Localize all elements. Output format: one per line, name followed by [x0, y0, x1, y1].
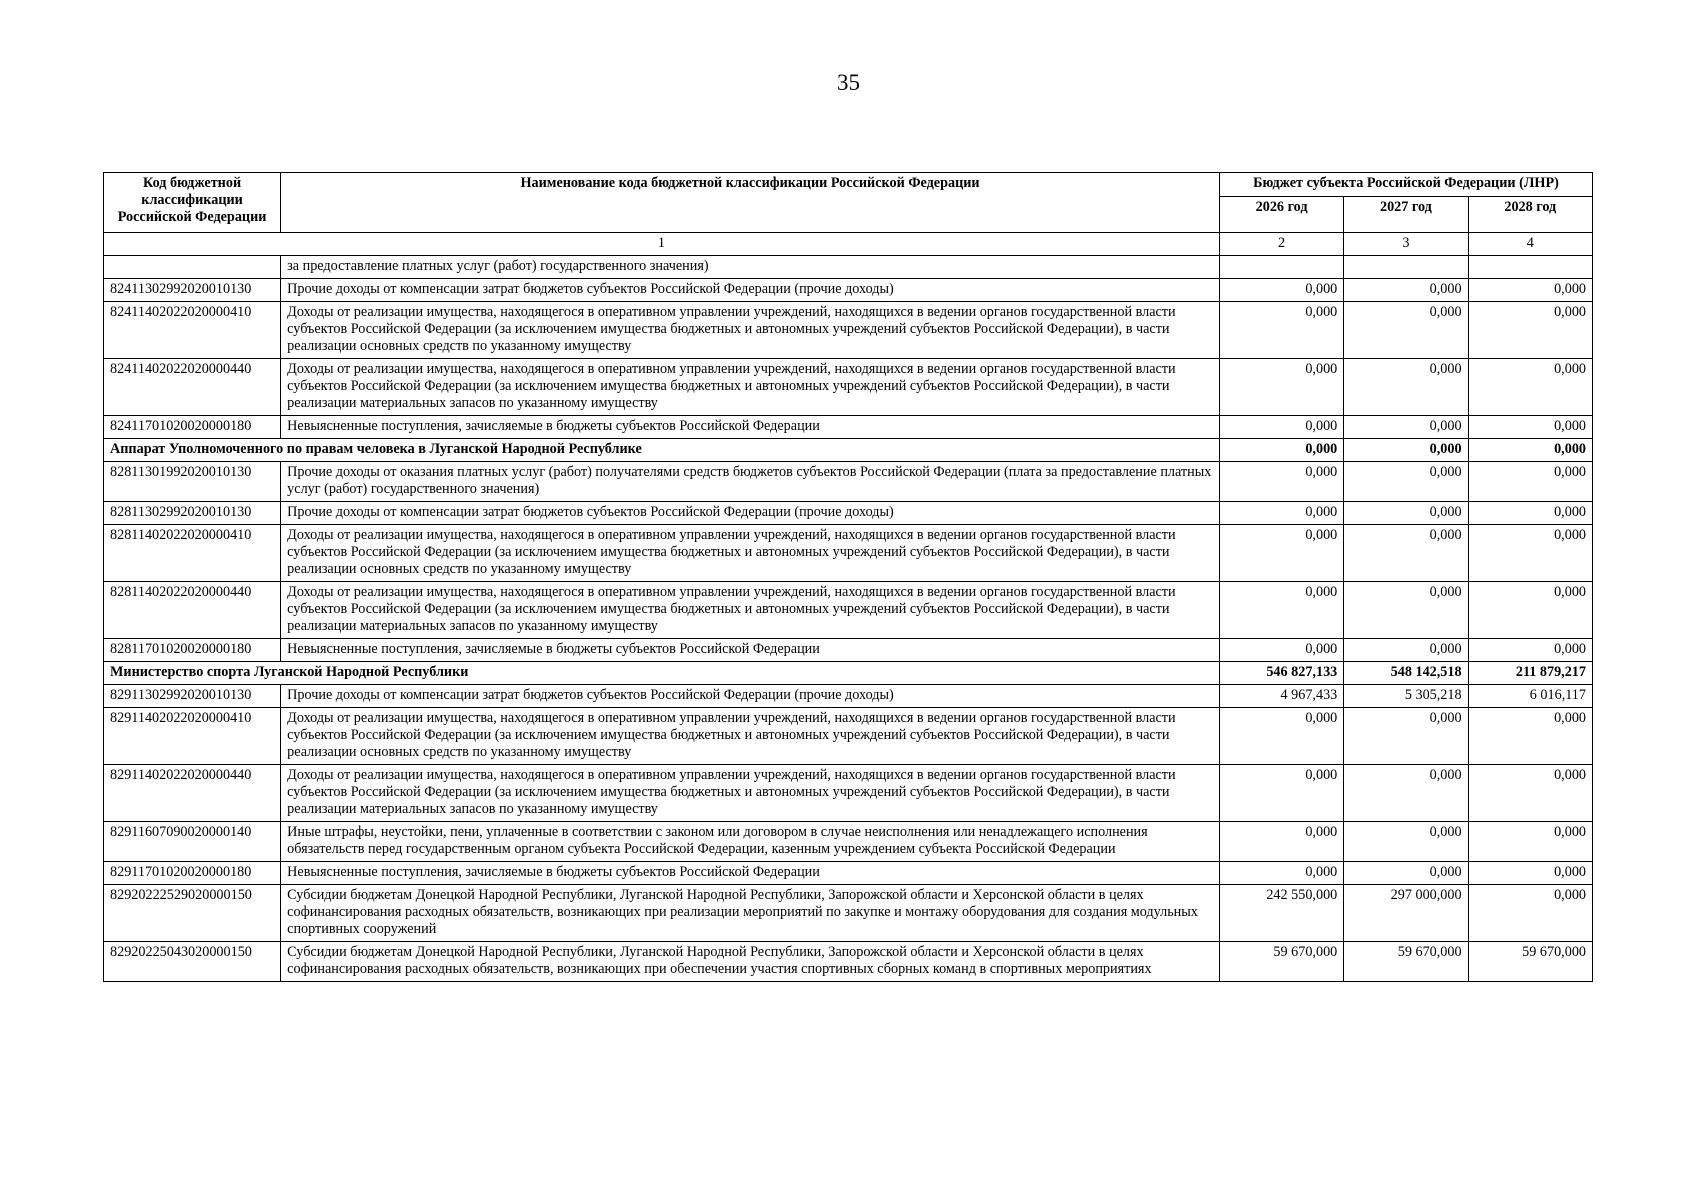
column-index-1: 1: [104, 233, 1220, 256]
budget-code-name: Прочие доходы от оказания платных услуг (работ) получателями средств бюджетов субъектов Российской Федерации (плата за предоставление платных услуг (работ) государственного значения): [281, 462, 1220, 502]
value-2027: 5 305,218: [1344, 685, 1468, 708]
value-2027: 0,000: [1344, 502, 1468, 525]
value-2027: 0,000: [1344, 525, 1468, 582]
group-row: [104, 662, 1593, 685]
value-2027: 0,000: [1344, 639, 1468, 662]
column-index-2: 2: [1219, 233, 1343, 256]
budget-code-name: Доходы от реализации имущества, находящегося в оперативном управлении учреждений, находящихся в ведении органов государственной власти субъектов Российской Федерации (за исключением имущества бюджетных и автономных учреждений субъектов Российской Федерации), в части реализации основных средств по указанному имуществу: [281, 302, 1220, 359]
table-row: [104, 685, 1593, 708]
value-2026: 0,000: [1219, 639, 1343, 662]
value-2026: [1219, 256, 1343, 279]
value-2027: 0,000: [1344, 359, 1468, 416]
value-2027: 0,000: [1344, 279, 1468, 302]
value-2028: 211 879,217: [1468, 662, 1592, 685]
table-row: [104, 582, 1593, 639]
value-2028: 0,000: [1468, 416, 1592, 439]
table-row: [104, 302, 1593, 359]
value-2028: [1468, 256, 1592, 279]
page-number: 35: [837, 70, 860, 95]
value-2026: 0,000: [1219, 525, 1343, 582]
table-row: [104, 822, 1593, 862]
budget-code-name: Доходы от реализации имущества, находящегося в оперативном управлении учреждений, находящихся в ведении органов государственной власти субъектов Российской Федерации (за исключением имущества бюджетных и автономных учреждений субъектов Российской Федерации), в части реализации материальных запасов по указанному имуществу: [281, 582, 1220, 639]
value-2026: 0,000: [1219, 822, 1343, 862]
budget-code: 82911402022020000440: [104, 765, 281, 822]
value-2026: 0,000: [1219, 462, 1343, 502]
budget-code: 82411402022020000440: [104, 359, 281, 416]
budget-code: 82811301992020010130: [104, 462, 281, 502]
header-code: Код бюджетной классификации Российской Федерации: [104, 173, 281, 233]
budget-code: 82911701020020000180: [104, 862, 281, 885]
value-2027: 0,000: [1344, 302, 1468, 359]
value-2026: 0,000: [1219, 708, 1343, 765]
value-2028: 0,000: [1468, 708, 1592, 765]
budget-code-name: Невыясненные поступления, зачисляемые в бюджеты субъектов Российской Федерации: [281, 862, 1220, 885]
budget-code-name: Доходы от реализации имущества, находящегося в оперативном управлении учреждений, находящихся в ведении органов государственной власти субъектов Российской Федерации (за исключением имущества бюджетных и автономных учреждений субъектов Российской Федерации), в части реализации основных средств по указанному имуществу: [281, 525, 1220, 582]
budget-code-name: за предоставление платных услуг (работ) государственного значения): [281, 256, 1220, 279]
value-2027: 0,000: [1344, 822, 1468, 862]
budget-code: 82811302992020010130: [104, 502, 281, 525]
budget-code-name: Доходы от реализации имущества, находящегося в оперативном управлении учреждений, находящихся в ведении органов государственной власти субъектов Российской Федерации (за исключением имущества бюджетных и автономных учреждений субъектов Российской Федерации), в части реализации основных средств по указанному имуществу: [281, 708, 1220, 765]
group-title: Министерство спорта Луганской Народной Республики: [104, 662, 1220, 685]
budget-code-name: Прочие доходы от компенсации затрат бюджетов субъектов Российской Федерации (прочие доходы): [281, 685, 1220, 708]
value-2027: 0,000: [1344, 416, 1468, 439]
value-2027: 0,000: [1344, 708, 1468, 765]
value-2028: 0,000: [1468, 279, 1592, 302]
header-name: Наименование кода бюджетной классификации Российской Федерации: [281, 173, 1220, 233]
table-row: [104, 256, 1593, 279]
table-row: [104, 885, 1593, 942]
value-2026: 546 827,133: [1219, 662, 1343, 685]
budget-code-name: Невыясненные поступления, зачисляемые в бюджеты субъектов Российской Федерации: [281, 639, 1220, 662]
table-body: [104, 256, 1593, 982]
value-2028: 59 670,000: [1468, 942, 1592, 982]
table-row: [104, 765, 1593, 822]
budget-code: 82911607090020000140: [104, 822, 281, 862]
table-row: [104, 279, 1593, 302]
value-2028: 0,000: [1468, 462, 1592, 502]
value-2026: 0,000: [1219, 302, 1343, 359]
table-row: [104, 862, 1593, 885]
budget-code: 82811402022020000440: [104, 582, 281, 639]
budget-code: 82811701020020000180: [104, 639, 281, 662]
budget-code-name: Невыясненные поступления, зачисляемые в бюджеты субъектов Российской Федерации: [281, 416, 1220, 439]
budget-code: 82920222529020000150: [104, 885, 281, 942]
budget-code: 82411402022020000410: [104, 302, 281, 359]
group-row: [104, 439, 1593, 462]
value-2028: 0,000: [1468, 639, 1592, 662]
header-year-2028: 2028 год: [1468, 197, 1592, 233]
value-2027: 297 000,000: [1344, 885, 1468, 942]
budget-code: 82920225043020000150: [104, 942, 281, 982]
budget-code: 82411701020020000180: [104, 416, 281, 439]
value-2026: 0,000: [1219, 862, 1343, 885]
value-2027: 59 670,000: [1344, 942, 1468, 982]
value-2028: 0,000: [1468, 582, 1592, 639]
value-2026: 0,000: [1219, 502, 1343, 525]
value-2027: 0,000: [1344, 462, 1468, 502]
budget-code-name: Иные штрафы, неустойки, пени, уплаченные в соответствии с законом или договором в случае неисполнения или ненадлежащего исполнения обязательств перед государственным органом субъекта Российской Федерации, казенным учреждением субъекта Российской Федерации: [281, 822, 1220, 862]
table-row: [104, 462, 1593, 502]
value-2028: 0,000: [1468, 525, 1592, 582]
value-2026: 0,000: [1219, 439, 1343, 462]
budget-code-name: Субсидии бюджетам Донецкой Народной Республики, Луганской Народной Республики, Запорожской области и Херсонской области в целях софинансирования расходных обязательств, возникающих при обеспечении участия спортивных сборных команд в спортивных мероприятиях: [281, 942, 1220, 982]
budget-code-name: Доходы от реализации имущества, находящегося в оперативном управлении учреждений, находящихся в ведении органов государственной власти субъектов Российской Федерации (за исключением имущества бюджетных и автономных учреждений субъектов Российской Федерации), в части реализации материальных запасов по указанному имуществу: [281, 359, 1220, 416]
value-2027: 0,000: [1344, 862, 1468, 885]
budget-code-name: Субсидии бюджетам Донецкой Народной Республики, Луганской Народной Республики, Запорожской области и Херсонской области в целях софинансирования расходных обязательств, возникающих при реализации мероприятий по закупке и монтажу оборудования для создания модульных спортивных сооружений: [281, 885, 1220, 942]
value-2028: 6 016,117: [1468, 685, 1592, 708]
table-row: [104, 359, 1593, 416]
value-2026: 0,000: [1219, 765, 1343, 822]
budget-code-name: Прочие доходы от компенсации затрат бюджетов субъектов Российской Федерации (прочие доходы): [281, 279, 1220, 302]
table-row: [104, 525, 1593, 582]
value-2026: 0,000: [1219, 582, 1343, 639]
table-header: [104, 173, 1593, 256]
value-2028: 0,000: [1468, 302, 1592, 359]
budget-code: 82411302992020010130: [104, 279, 281, 302]
value-2028: 0,000: [1468, 885, 1592, 942]
budget-code-name: Доходы от реализации имущества, находящегося в оперативном управлении учреждений, находящихся в ведении органов государственной власти субъектов Российской Федерации (за исключением имущества бюджетных и автономных учреждений субъектов Российской Федерации), в части реализации материальных запасов по указанному имуществу: [281, 765, 1220, 822]
table-row: [104, 708, 1593, 765]
value-2028: 0,000: [1468, 765, 1592, 822]
value-2028: 0,000: [1468, 822, 1592, 862]
value-2027: 0,000: [1344, 439, 1468, 462]
group-title: Аппарат Уполномоченного по правам человека в Луганской Народной Республике: [104, 439, 1220, 462]
budget-code-name: Прочие доходы от компенсации затрат бюджетов субъектов Российской Федерации (прочие доходы): [281, 502, 1220, 525]
value-2026: 0,000: [1219, 279, 1343, 302]
table-row: [104, 942, 1593, 982]
table-row: [104, 502, 1593, 525]
value-2026: 59 670,000: [1219, 942, 1343, 982]
column-index-3: 3: [1344, 233, 1468, 256]
value-2026: 0,000: [1219, 416, 1343, 439]
value-2027: 0,000: [1344, 582, 1468, 639]
budget-code: 82911302992020010130: [104, 685, 281, 708]
column-index-4: 4: [1468, 233, 1592, 256]
budget-code: [104, 256, 281, 279]
table-row: [104, 416, 1593, 439]
value-2026: 4 967,433: [1219, 685, 1343, 708]
header-budget: Бюджет субъекта Российской Федерации (ЛНР): [1219, 173, 1592, 197]
value-2026: 0,000: [1219, 359, 1343, 416]
value-2028: 0,000: [1468, 439, 1592, 462]
value-2027: 548 142,518: [1344, 662, 1468, 685]
header-year-2027: 2027 год: [1344, 197, 1468, 233]
budget-code: 82911402022020000410: [104, 708, 281, 765]
budget-code: 82811402022020000410: [104, 525, 281, 582]
budget-table: [103, 172, 1593, 982]
value-2026: 242 550,000: [1219, 885, 1343, 942]
value-2027: 0,000: [1344, 765, 1468, 822]
value-2028: 0,000: [1468, 502, 1592, 525]
column-index-row: [104, 233, 1593, 256]
value-2027: [1344, 256, 1468, 279]
value-2028: 0,000: [1468, 359, 1592, 416]
value-2028: 0,000: [1468, 862, 1592, 885]
table-row: [104, 639, 1593, 662]
header-year-2026: 2026 год: [1219, 197, 1343, 233]
